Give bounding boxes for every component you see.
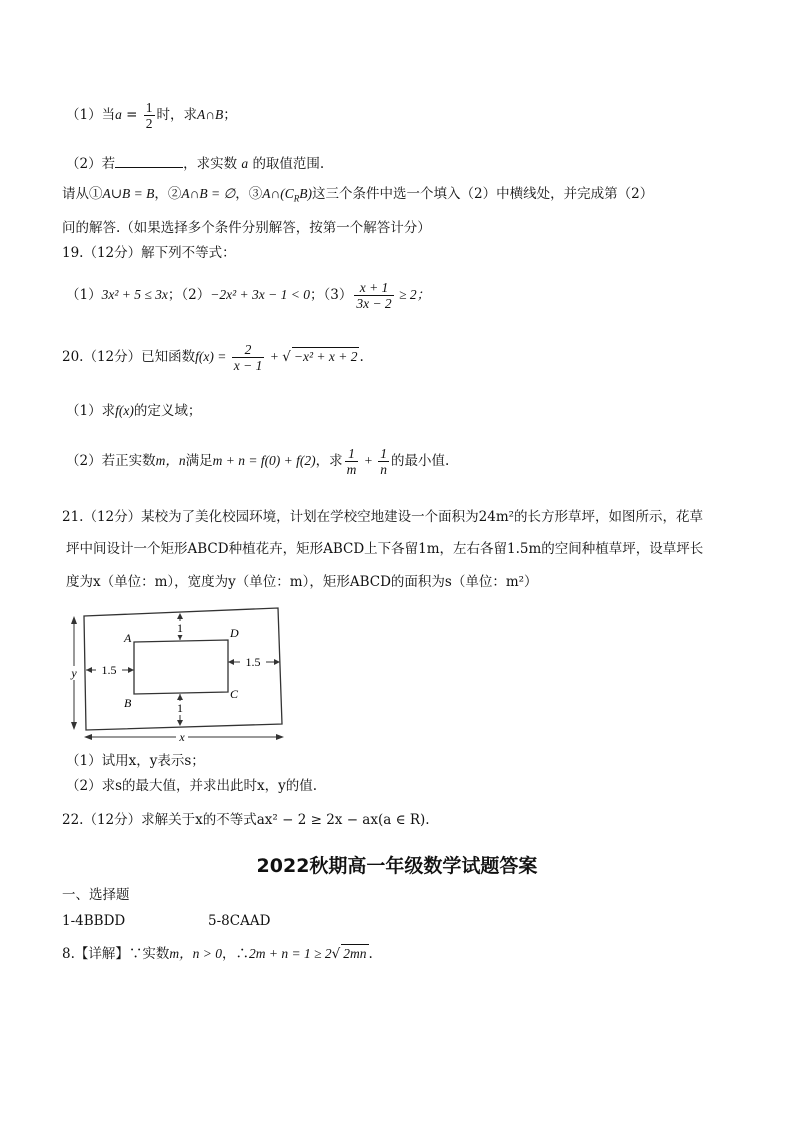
text: 问的解答.（如果选择多个条件分别解答，按第一个解答计分）: [62, 220, 431, 236]
expr: 3x² + 5 ≤ 3x: [101, 287, 168, 302]
text: （1）试用x，y表示s；: [66, 753, 205, 769]
text: .: [368, 946, 373, 962]
text: ≥ 2；: [395, 287, 431, 302]
var: a: [115, 107, 122, 122]
fraction: [378, 446, 389, 477]
text: 21.（12分）某校为了美化校园环境，计划在学校空地建设一个面积为24m²的长方形草坪，如图所示，花草: [62, 509, 704, 525]
text: 的最小值.: [391, 453, 450, 469]
arrow-left-icon: [86, 667, 92, 673]
denominator: x − 1: [233, 358, 263, 373]
denominator: 2: [145, 116, 153, 131]
text: B): [299, 186, 313, 201]
condition-2: A∩B = ∅: [181, 186, 236, 201]
answers-section: [62, 886, 130, 904]
fraction: [144, 100, 155, 131]
text: （1）: [66, 287, 102, 303]
sqrt-icon: √: [331, 946, 341, 962]
fraction: [345, 446, 359, 477]
arrow-left-icon: [84, 734, 92, 740]
numerator: 2: [232, 342, 265, 358]
label-left-gap: 1.5: [101, 663, 117, 677]
answer-blank[interactable]: [115, 155, 183, 168]
q21-line1: [62, 508, 703, 526]
q19-parts: [66, 280, 430, 311]
expr: m，n > 0: [169, 946, 222, 961]
q20-header: [62, 342, 364, 373]
text: +: [360, 453, 377, 468]
text: =: [121, 107, 142, 123]
radicand: 2mn: [343, 946, 367, 961]
numerator: 1: [345, 446, 359, 462]
text: ；（2）: [167, 287, 211, 303]
label-b: B: [124, 696, 132, 710]
text: （2）若正实数: [66, 453, 156, 469]
lawn-diagram: [66, 604, 306, 744]
expr: f(x) =: [195, 349, 230, 364]
arrow-up-icon: [177, 613, 183, 619]
text: 这三个条件中选一个填入（2）中横线处，并完成第（2）: [312, 186, 654, 202]
expr: f(x): [115, 403, 134, 418]
text: （2）求s的最大值，并求出此时x，y的值.: [66, 778, 318, 794]
text: ，③: [235, 186, 263, 202]
subscript: R: [293, 193, 300, 204]
text: .: [359, 349, 364, 365]
answers-q8: [62, 944, 373, 963]
text: A∩(C: [262, 186, 294, 201]
text: +: [266, 349, 283, 364]
q19-header: [62, 244, 236, 262]
answer-group-1: 1-4BBDD: [62, 913, 126, 929]
expr: m + n = f(0) + f(2): [212, 453, 316, 468]
text: 8.【详解】∵实数: [62, 946, 170, 962]
answers-row: [208, 912, 270, 930]
answer-group-2: 5-8CAAD: [208, 913, 271, 929]
radicand: −x² + x + 2: [293, 349, 358, 364]
label-a: A: [124, 631, 132, 645]
text: ；（3）: [309, 287, 353, 303]
text: ，求: [315, 453, 343, 469]
label-c: C: [230, 687, 239, 701]
label-bottom-gap: 1: [177, 701, 183, 715]
text: ，∴: [222, 946, 249, 962]
text: 度为x（单位：m），宽度为y（单位：m），矩形ABCD的面积为s（单位：m²）: [66, 574, 538, 590]
answers-row: [62, 912, 125, 930]
text: 坪中间设计一个矩形ABCD种植花卉，矩形ABCD上下各留1m，左右各留1.5m的空间种植草坪，设草坪长: [66, 541, 704, 557]
q18-part2: [66, 155, 324, 173]
vars: m，n: [155, 453, 186, 468]
arrow-right-icon: [276, 734, 284, 740]
fraction: [232, 342, 265, 373]
arrow-up-icon: [177, 694, 183, 700]
q21-part2: [66, 777, 317, 795]
q21-line3: [66, 573, 538, 591]
q20-part2: [66, 446, 449, 477]
numerator: 1: [145, 100, 153, 115]
arrow-up-icon: [71, 616, 77, 624]
text: （1）当: [66, 107, 116, 123]
label-top-gap: 1: [177, 621, 183, 635]
label-d: D: [230, 626, 239, 640]
rect-abcd: [134, 640, 228, 694]
condition-1: A∪B = B: [102, 186, 155, 201]
text: 20.（12分）已知函数: [62, 349, 196, 365]
var: a: [241, 156, 249, 171]
q21-line2: [66, 540, 703, 558]
answers-title: 2022秋期高一年级数学试题答案: [256, 855, 538, 877]
text: （1）求: [66, 403, 116, 419]
expr: −2x² + 3x − 1 < 0: [210, 287, 310, 302]
q18-choice-line2: [62, 219, 431, 237]
text: ，②: [154, 186, 182, 202]
numerator: 1: [380, 446, 388, 461]
arrow-right-icon: [128, 667, 134, 673]
text: ，求实数: [183, 156, 238, 172]
q21-part1: [66, 752, 205, 770]
q22: [62, 811, 430, 829]
denominator: m: [346, 462, 357, 477]
condition-3: [262, 186, 313, 204]
label-y: y: [71, 666, 77, 680]
text: 满足: [185, 453, 213, 469]
set-expr: A∩B: [197, 107, 224, 122]
arrow-down-icon: [71, 722, 77, 730]
text: 22.（12分）求解关于x的不等式ax² − 2 ≥ 2x − ax(a ∈ R).: [62, 812, 430, 828]
numerator: x + 1: [354, 280, 393, 296]
denominator: n: [380, 462, 388, 477]
q18-choice-line1: [62, 185, 653, 208]
text: 19.（12分）解下列不等式：: [62, 245, 236, 261]
label-x: x: [179, 730, 185, 744]
arrow-down-icon: [177, 720, 183, 726]
arrow-left-icon: [228, 659, 234, 665]
q20-part1: [66, 402, 201, 420]
expr: 2m + n = 1 ≥ 2: [249, 946, 332, 961]
denominator: 3x − 2: [356, 296, 392, 311]
sqrt-icon: √: [282, 349, 291, 365]
text: 一、选择题: [62, 887, 130, 903]
text: 的定义域；: [133, 403, 202, 419]
text: ；: [223, 107, 237, 123]
label-right-gap: 1.5: [245, 655, 261, 669]
text: 请从①: [62, 186, 103, 202]
text: 时，求: [156, 107, 197, 123]
arrow-right-icon: [274, 659, 280, 665]
q18-part1: [66, 100, 237, 131]
text: （2）若: [66, 156, 116, 172]
text: 的取值范围.: [252, 156, 325, 172]
fraction: [354, 280, 393, 311]
